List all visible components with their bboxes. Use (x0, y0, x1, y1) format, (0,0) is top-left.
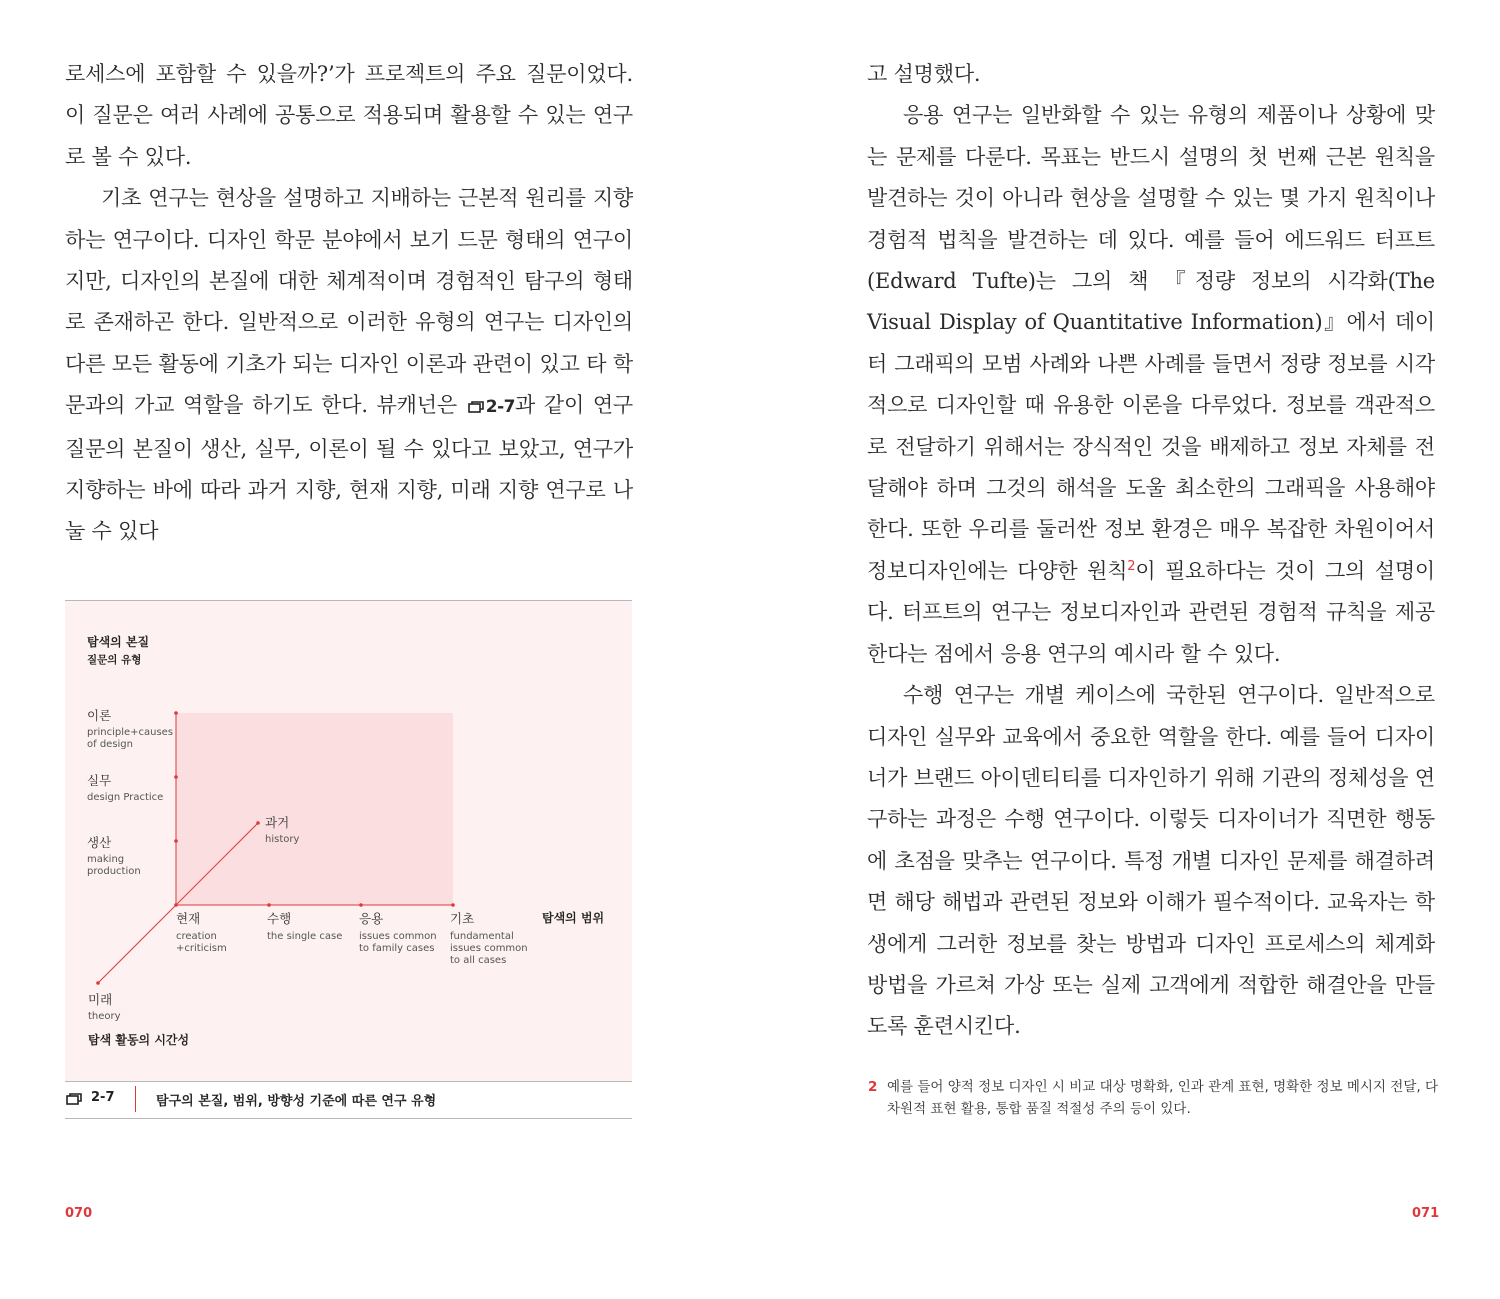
footnote-number: 2 (868, 1079, 878, 1095)
right-paragraph-2-end: 이 필요하다는 것이 그의 설명이다. 터프트의 연구는 정보디자인과 관련된 경험적 규칙을 제공한다는 점에서 응용 연구의 예시라 할 수 있다. (867, 558, 1435, 666)
right-page (750, 0, 1500, 1299)
label-past-en: history (265, 834, 300, 845)
point-future (96, 981, 100, 985)
point-past (256, 821, 260, 825)
label-theory-ko: 이론 (87, 708, 112, 723)
label-production-ko: 생산 (87, 835, 112, 850)
label-practice-ko: 실무 (87, 773, 112, 788)
label-basic-en: fundamental issues common to all cases (450, 931, 528, 966)
point-production (174, 839, 178, 843)
right-paragraph-3: 수행 연구는 개별 케이스에 국한된 연구이다. 일반적으로 디자인 실무와 교육에서 중요한 역할을 한다. 예를 들어 디자이너가 브랜드 아이덴티티를 디자인하기 위해 기관의 정체성을 연구하는 과정은 수행 연구이다. 이렇듯 디자이너가 직면한 행동에 초점을 맞추는 연구이다. 특정 개별 디자인 문제를 해결하려면 해당 해법과 관련된 정보와 이해가 필수적이다. 교육자는 학생에게 그러한 정보를 찾는 방법과 디자인 프로세스의 체계화 방법을 가르쳐 가상 또는 실제 고객에게 적합한 해결안을 만들도록 훈련시킨다. (867, 683, 1435, 1039)
page-number-right: 071 (1412, 1206, 1440, 1221)
figure-caption-icon (66, 1093, 82, 1105)
label-practice-en: design Practice (87, 792, 164, 803)
footnote (868, 1076, 1438, 1120)
figure-caption (65, 1084, 632, 1119)
point-basic (451, 903, 455, 907)
label-theory-en: principle+causes of design (87, 727, 174, 750)
right-paragraph-2 (867, 95, 1435, 675)
label-present-ko: 현재 (176, 911, 201, 926)
point-single (267, 903, 271, 907)
left-paragraph-2-end: 과 같이 연구 질문의 본질이 생산, 실무, 이론이 될 수 있다고 보았고, 연구가 지향하는 바에 따라 과거 지향, 현재 지향, 미래 지향 연구로 나눌 수 있다 (65, 393, 633, 544)
point-practice (174, 775, 178, 779)
caption-number: 2-7 (91, 1090, 115, 1105)
figure-fill-area (176, 713, 453, 905)
point-applied (359, 903, 363, 907)
label-present-en: creation +criticism (176, 931, 227, 954)
label-future-en: theory (88, 1011, 121, 1022)
right-paragraph-1: 고 설명했다. (867, 62, 981, 86)
left-body-text (65, 54, 633, 553)
figure-subtitle: 질문의 유형 (87, 654, 142, 666)
figure-title: 탐색의 본질 (87, 635, 150, 649)
caption-divider (135, 1086, 136, 1112)
label-single-ko: 수행 (267, 911, 292, 926)
label-applied-en: issues common to family cases (359, 931, 437, 954)
label-future-ko: 미래 (88, 992, 113, 1007)
figure-graphic (65, 601, 632, 1081)
label-production-en: making production (87, 854, 141, 877)
page-number-left: 070 (65, 1206, 93, 1221)
x-axis-title: 탐색의 범위 (542, 911, 605, 925)
label-applied-ko: 응용 (359, 911, 384, 926)
label-single-en: the single case (267, 931, 343, 942)
footnote-mark[interactable]: 2 (1127, 558, 1136, 574)
right-body-text (867, 54, 1435, 1048)
label-past-ko: 과거 (265, 815, 290, 830)
right-paragraph-2-start: 응용 연구는 일반화할 수 있는 유형의 제품이나 상황에 맞는 문제를 다룬다. 목표는 반드시 설명의 첫 번째 근본 원칙을 발견하는 것이 아니라 현상을 설명할 수 있는 몇 가지 원칙이나 경험적 법칙을 발견하는 데 있다. 예를 들어 에드워드 터프트(Edward Tufte)는 그의 책 『정량 정보의 시각화(The Visual Display of Quantitative Information)』에서 데이터 그래픽의 모범 사례와 나쁜 사례를 들면서 정량 정보를 시각적으로 디자인할 때 유용한 이론을 다루었다. 정보를 객관적으로 전달하기 위해서는 장식적인 것을 배제하고 정보 자체를 전달해야 하며 그것의 해석을 도울 최소한의 그래픽을 사용해야 한다. 또한 우리를 둘러싼 정보 환경은 매우 복잡한 차원이어서 정보디자인에는 다양한 원칙 (867, 103, 1435, 583)
time-axis-title: 탐색 활동의 시간성 (88, 1033, 190, 1047)
figure-ref-icon (468, 401, 484, 413)
footnote-text: 예를 들어 양적 정보 디자인 시 비교 대상 명확화, 인과 관계 표현, 명확한 정보 메시지 전달, 다차원적 표현 활용, 통합 품질 적절성 주의 등이 있다. (887, 1079, 1439, 1117)
figure-2-7 (65, 600, 632, 1082)
left-paragraph-1: 로세스에 포함할 수 있을까?’가 프로젝트의 주요 질문이었다. 이 질문은 여러 사례에 공통으로 적용되며 활용할 수 있는 연구로 볼 수 있다. (65, 62, 633, 169)
point-present (174, 903, 178, 907)
caption-text: 탐구의 본질, 범위, 방향성 기준에 따른 연구 유형 (156, 1094, 437, 1109)
left-paragraph-2-start: 기초 연구는 현상을 설명하고 지배하는 근본적 원리를 지향하는 연구이다. 디자인 학문 분야에서 보기 드문 형태의 연구이지만, 디자인의 본질에 대한 체계적이며 경험적인 탐구의 형태로 존재하곤 한다. 일반적으로 이러한 유형의 연구는 디자인의 다른 모든 활동에 기초가 되는 디자인 이론과 관련이 있고 타 학문과의 가교 역할을 하기도 한다. 뷰캐넌은 (65, 186, 633, 418)
point-theory (174, 711, 178, 715)
figure-ref-number[interactable]: 2-7 (485, 397, 515, 418)
label-basic-ko: 기초 (450, 911, 475, 926)
left-paragraph-2 (65, 178, 633, 553)
